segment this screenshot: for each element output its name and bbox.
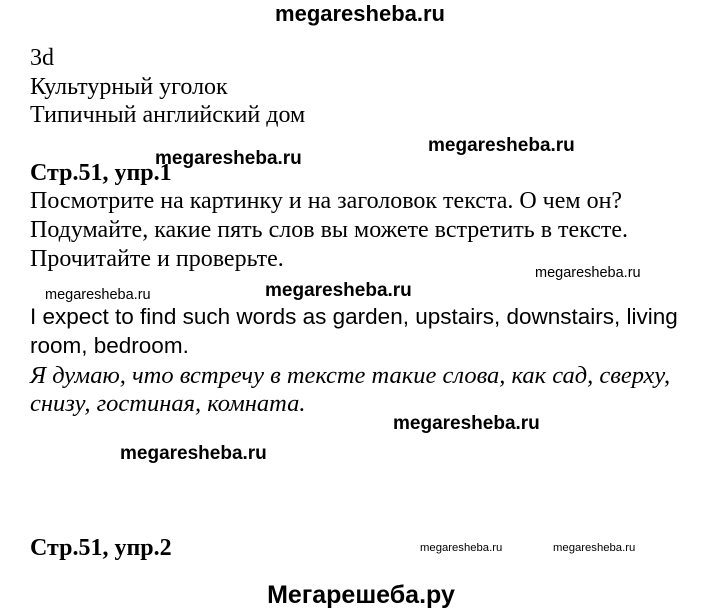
watermark: megaresheba.ru xyxy=(428,135,575,156)
watermark: megaresheba.ru xyxy=(155,148,302,169)
answer-en-line: room, bedroom. xyxy=(30,333,189,358)
exercise-heading: Стр.51, упр.2 xyxy=(30,535,172,561)
task-line: Посмотрите на картинку и на заголовок текста. О чем он? xyxy=(30,188,623,214)
watermark: megaresheba.ru xyxy=(120,443,267,464)
answer-en-line: I expect to find such words as garden, upstairs, downstairs, living xyxy=(30,304,678,329)
task-line: Подумайте, какие пять слов вы можете встретить в тексте. xyxy=(30,217,629,243)
answer-ru-line: снизу, гостиная, комната. xyxy=(30,390,306,417)
unit-code: 3d xyxy=(30,45,54,71)
footer-brand: Мегарешеба.ру xyxy=(267,581,455,609)
watermark: megaresheba.ru xyxy=(393,413,540,434)
watermark: megaresheba.ru xyxy=(535,265,641,281)
site-header: megaresheba.ru xyxy=(275,1,445,26)
answer-ru-line: Я думаю, что встречу в тексте такие слова, как сад, сверху, xyxy=(30,362,671,389)
unit-topic: Типичный английский дом xyxy=(30,102,306,128)
exercise-heading: Стр.51, упр.1 xyxy=(30,160,172,186)
watermark: megaresheba.ru xyxy=(553,542,636,554)
unit-title: Культурный уголок xyxy=(30,74,228,100)
watermark: megaresheba.ru xyxy=(265,280,412,301)
task-line: Прочитайте и проверьте. xyxy=(30,246,284,272)
watermark: megaresheba.ru xyxy=(420,542,503,554)
watermark: megaresheba.ru xyxy=(45,287,151,303)
